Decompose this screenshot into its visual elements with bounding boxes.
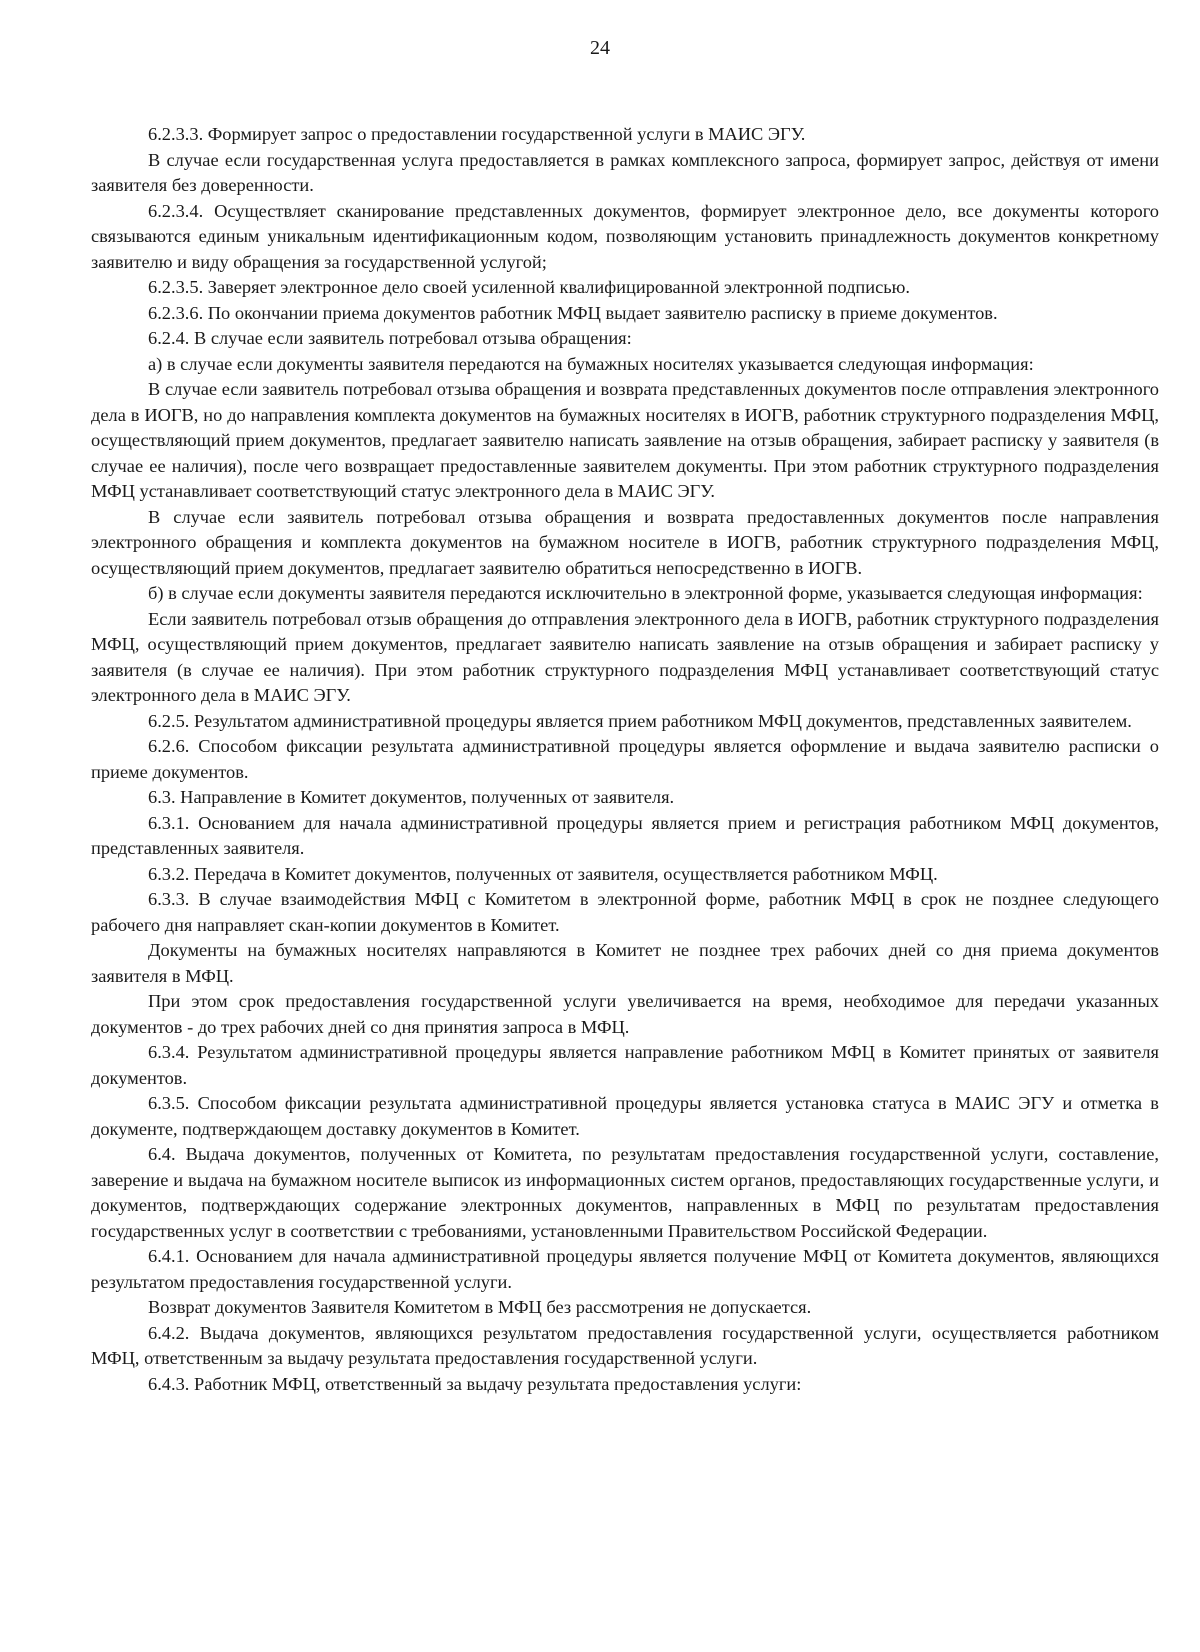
paragraph: Возврат документов Заявителя Комитетом в МФЦ без рассмотрения не допускается. <box>148 1297 812 1317</box>
paragraph: 6.4.2. Выдача документов, являющихся результатом предоставления государственной услуги, осуществляется работником МФЦ, ответственным за выдачу результата предоставления государственной услуги. <box>91 1322 1159 1368</box>
page-number: 24 <box>590 37 610 59</box>
paragraph: Если заявитель потребовал отзыв обращения до отправления электронного дела в ИОГВ, работник структурного подразделения МФЦ, осуществляющий прием документов, предлагает заявителю написать заявление на отзыв обращения и забирает расписку у заявителя (в случае ее наличия). При этом работник структурного подразделения МФЦ устанавливает соответствующий статус электронного дела в МАИС ЭГУ. <box>91 608 1159 705</box>
paragraph: При этом срок предоставления государственной услуги увеличивается на время, необходимое для передачи указанных документов - до трех рабочих дней со дня принятия запроса в МФЦ. <box>91 991 1159 1037</box>
paragraph: Документы на бумажных носителях направляются в Комитет не позднее трех рабочих дней со дня приема документов заявителя в МФЦ. <box>91 940 1159 986</box>
paragraph: 6.2.3.6. По окончании приема документов работник МФЦ выдает заявителю расписку в приеме документов. <box>148 302 998 323</box>
paragraph: 6.2.5. Результатом административной процедуры является прием работником МФЦ документов, представленных заявителем. <box>148 710 1132 731</box>
paragraph: 6.3.3. В случае взаимодействия МФЦ с Комитетом в электронной форме, работник МФЦ в срок не позднее следующего рабочего дня направляет скан-копии документов в Комитет. <box>91 889 1159 935</box>
document-body <box>91 122 1159 1397</box>
paragraph: В случае если заявитель потребовал отзыва обращения и возврата представленных документов после отправления электронного дела в ИОГВ, но до направления комплекта документов на бумажных носителях в ИОГВ, работник структурного подразделения МФЦ, осуществляющий прием документов, предлагает заявителю написать заявление на отзыв обращения, забирает расписку у заявителя (в случае ее наличия), после чего возвращает предоставленные заявителем документы. При этом работник структурного подразделения МФЦ устанавливает соответствующий статус электронного дела в МАИС ЭГУ. <box>91 379 1159 501</box>
paragraph: а) в случае если документы заявителя передаются на бумажных носителях указывается следующая информация: <box>148 353 1034 374</box>
paragraph: 6.3. Направление в Комитет документов, полученных от заявителя. <box>148 787 675 807</box>
paragraph: 6.2.3.5. Заверяет электронное дело своей усиленной квалифицированной электронной подписью. <box>148 277 911 297</box>
paragraph: 6.4. Выдача документов, полученных от Комитета, по результатам предоставления государственной услуги, составление, заверение и выдача на бумажном носителе выписок из информационных систем органов, предоставляющих государственные услуги, и документов, подтверждающих содержание электронных документов, направленных в МФЦ по результатам предоставления государственных услуг в соответствии с требованиями, установленными Правительством Российской Федерации. <box>91 1144 1159 1241</box>
paragraph: 6.4.1. Основанием для начала административной процедуры является получение МФЦ от Комитета документов, являющихся результатом предоставления государственной услуги. <box>91 1246 1159 1292</box>
paragraph: 6.3.2. Передача в Комитет документов, полученных от заявителя, осуществляется работником МФЦ. <box>148 863 938 884</box>
paragraph: 6.3.4. Результатом административной процедуры является направление работником МФЦ в Комитет принятых от заявителя документов. <box>91 1042 1159 1088</box>
paragraph: б) в случае если документы заявителя передаются исключительно в электронной форме, указывается следующая информация: <box>148 583 1143 603</box>
paragraph: 6.4.3. Работник МФЦ, ответственный за выдачу результата предоставления услуги: <box>148 1373 802 1394</box>
paragraph: 6.2.3.3. Формирует запрос о предоставлении государственной услуги в МАИС ЭГУ. <box>148 124 806 144</box>
paragraph: В случае если заявитель потребовал отзыва обращения и возврата предоставленных документов после направления электронного обращения и комплекта документов на бумажном носителе в ИОГВ, работник структурного подразделения МФЦ, осуществляющий прием документов, предлагает заявителю обратиться непосредственно в ИОГВ. <box>91 506 1159 578</box>
paragraph: 6.3.1. Основанием для начала административной процедуры является прием и регистрация работником МФЦ документов, представленных заявителя. <box>91 812 1159 858</box>
paragraph: 6.3.5. Способом фиксации результата административной процедуры является установка статуса в МАИС ЭГУ и отметка в документе, подтверждающем доставку документов в Комитет. <box>91 1093 1159 1139</box>
paragraph: 6.2.4. В случае если заявитель потребовал отзыва обращения: <box>148 328 632 348</box>
paragraph: В случае если государственная услуга предоставляется в рамках комплексного запроса, формирует запрос, действуя от имени заявителя без доверенности. <box>91 149 1159 195</box>
paragraph: 6.2.3.4. Осуществляет сканирование представленных документов, формирует электронное дело, все документы которого связываются единым уникальным идентификационным кодом, позволяющим установить принадлежность документов конкретному заявителю и виду обращения за государственной услугой; <box>91 200 1159 272</box>
paragraph: 6.2.6. Способом фиксации результата административной процедуры является оформление и выдача заявителю расписки о приеме документов. <box>91 736 1159 782</box>
